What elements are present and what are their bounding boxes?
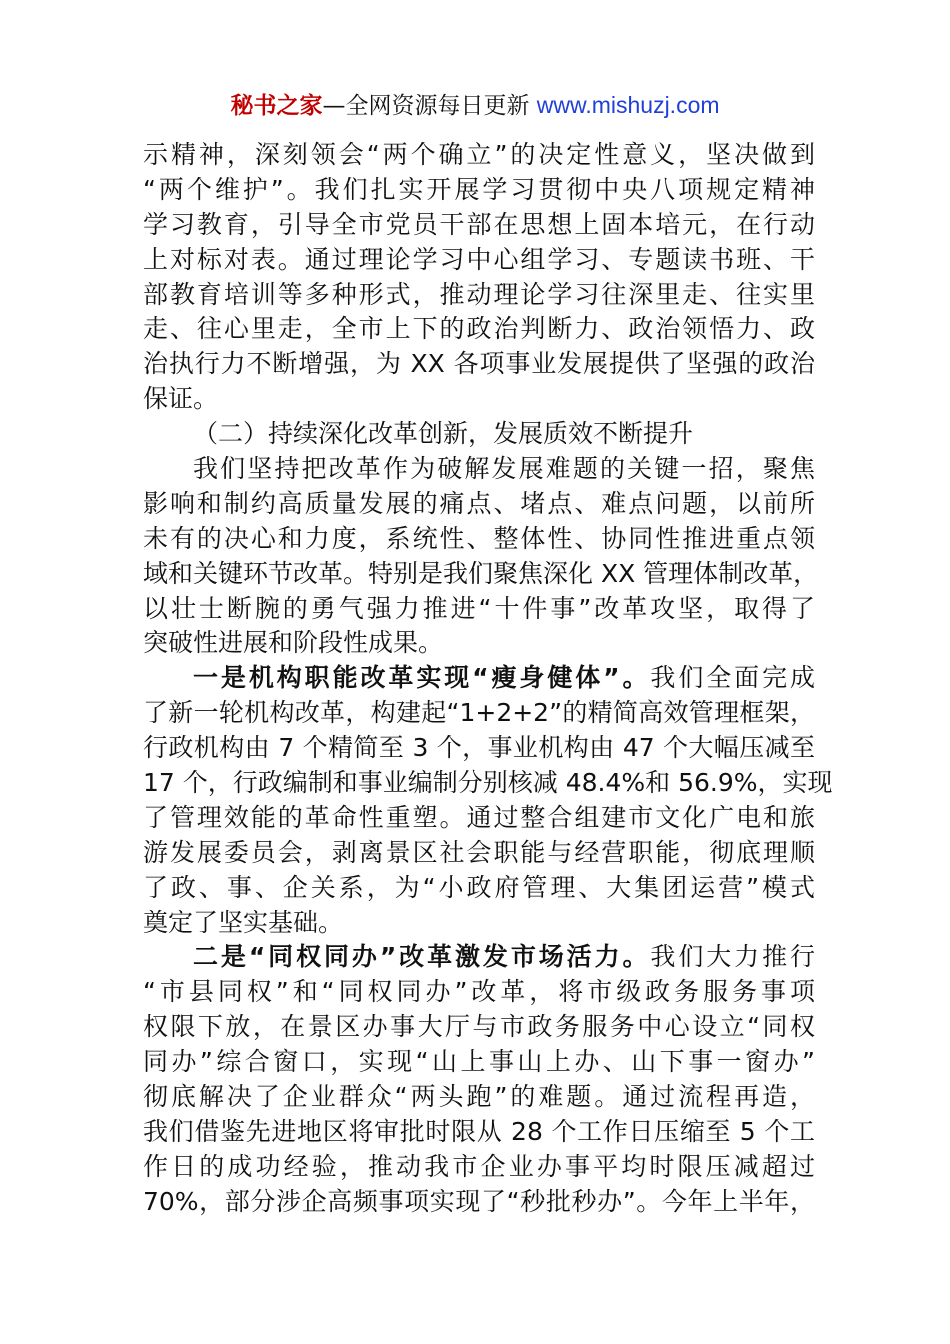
text-line: 了政、事、企关系，为“小政府管理、大集团运营”模式 [143,872,815,902]
text-line: 上对标对表。通过理论学习中心组学习、专题读书班、干 [143,244,815,274]
text-line: 走、往心里走，全市上下的政治判断力、政治领悟力、政 [143,314,815,344]
site-url-link[interactable]: www.mishuzj.com [536,92,720,118]
text-line: 彻底解决了企业群众“两头跑”的难题。通过流程再造， [143,1082,815,1112]
text-line: 17 个，行政编制和事业编制分别核减 48.4%和 56.9%，实现 [143,768,833,798]
text-line: 了新一轮机构改革，构建起“1+2+2”的精简高效管理框架， [143,698,815,728]
text-line: 我们借鉴先进地区将审批时限从 28 个工作日压缩至 5 个工 [143,1116,815,1146]
text-line: 二是“同权同办”改革激发市场活力。我们大力推行 [193,942,815,972]
text-line: 奠定了坚实基础。 [143,907,344,937]
text-line: 了管理效能的革命性重塑。通过整合组建市文化广电和旅 [143,802,815,832]
text-line: 作日的成功经验，推动我市企业办事平均时限压减超过 [143,1151,815,1181]
text-line: 同办”综合窗口，实现“山上事山上办、山下事一窗办” [143,1047,815,1077]
text-line: “两个维护”。我们扎实开展学习贯彻中央八项规定精神 [143,174,815,204]
paragraph-lead: 二是“同权同办”改革激发市场活力。 [193,942,651,972]
document-body [143,138,833,1220]
text-line: “市县同权”和“同权同办”改革，将市级政务服务事项 [143,977,815,1007]
text-line: 我们坚持把改革作为破解发展难题的关键一招，聚焦 [193,454,815,484]
text-line: 部教育培训等多种形式，推动理论学习往深里走、往实里 [143,279,815,309]
paragraph-lead: 一是机构职能改革实现“瘦身健体”。 [193,663,651,693]
text-line: 域和关键环节改革。特别是我们聚焦深化 XX 管理体制改革， [143,558,819,588]
text-line: 治执行力不断增强，为 XX 各项事业发展提供了坚强的政治 [143,349,815,379]
text-line: 游发展委员会，剥离景区社会职能与经营职能，彻底理顺 [143,837,815,867]
text-line: 学习教育，引导全市党员干部在思想上固本培元，在行动 [143,209,815,239]
section-heading: （二）持续深化改革创新，发展质效不断提升 [193,419,694,449]
text-line: 未有的决心和力度，系统性、整体性、协同性推进重点领 [143,523,815,553]
text-line: 示精神，深刻领会“两个确立”的决定性意义，坚决做到 [143,140,815,169]
text-line: 70%，部分涉企高频事项实现了“秒批秒办”。今年上半年， [143,1186,815,1216]
site-header [0,88,950,123]
text-line: 一是机构职能改革实现“瘦身健体”。我们全面完成 [193,663,815,693]
brand-name: 秘书之家 [230,93,323,119]
text-line: 权限下放，在景区办事大厅与市政务服务中心设立“同权 [143,1012,815,1042]
text-line: 影响和制约高质量发展的痛点、堵点、难点问题，以前所 [143,488,815,518]
text-line: 突破性进展和阶段性成果。 [143,628,444,658]
text-line: 以壮士断腕的勇气强力推进“十件事”改革攻坚，取得了 [143,593,815,623]
header-tagline: —全网资源每日更新 [322,93,537,119]
text-line: 保证。 [143,384,219,414]
text-line: 行政机构由 7 个精简至 3 个，事业机构由 47 个大幅压减至 [143,733,815,763]
